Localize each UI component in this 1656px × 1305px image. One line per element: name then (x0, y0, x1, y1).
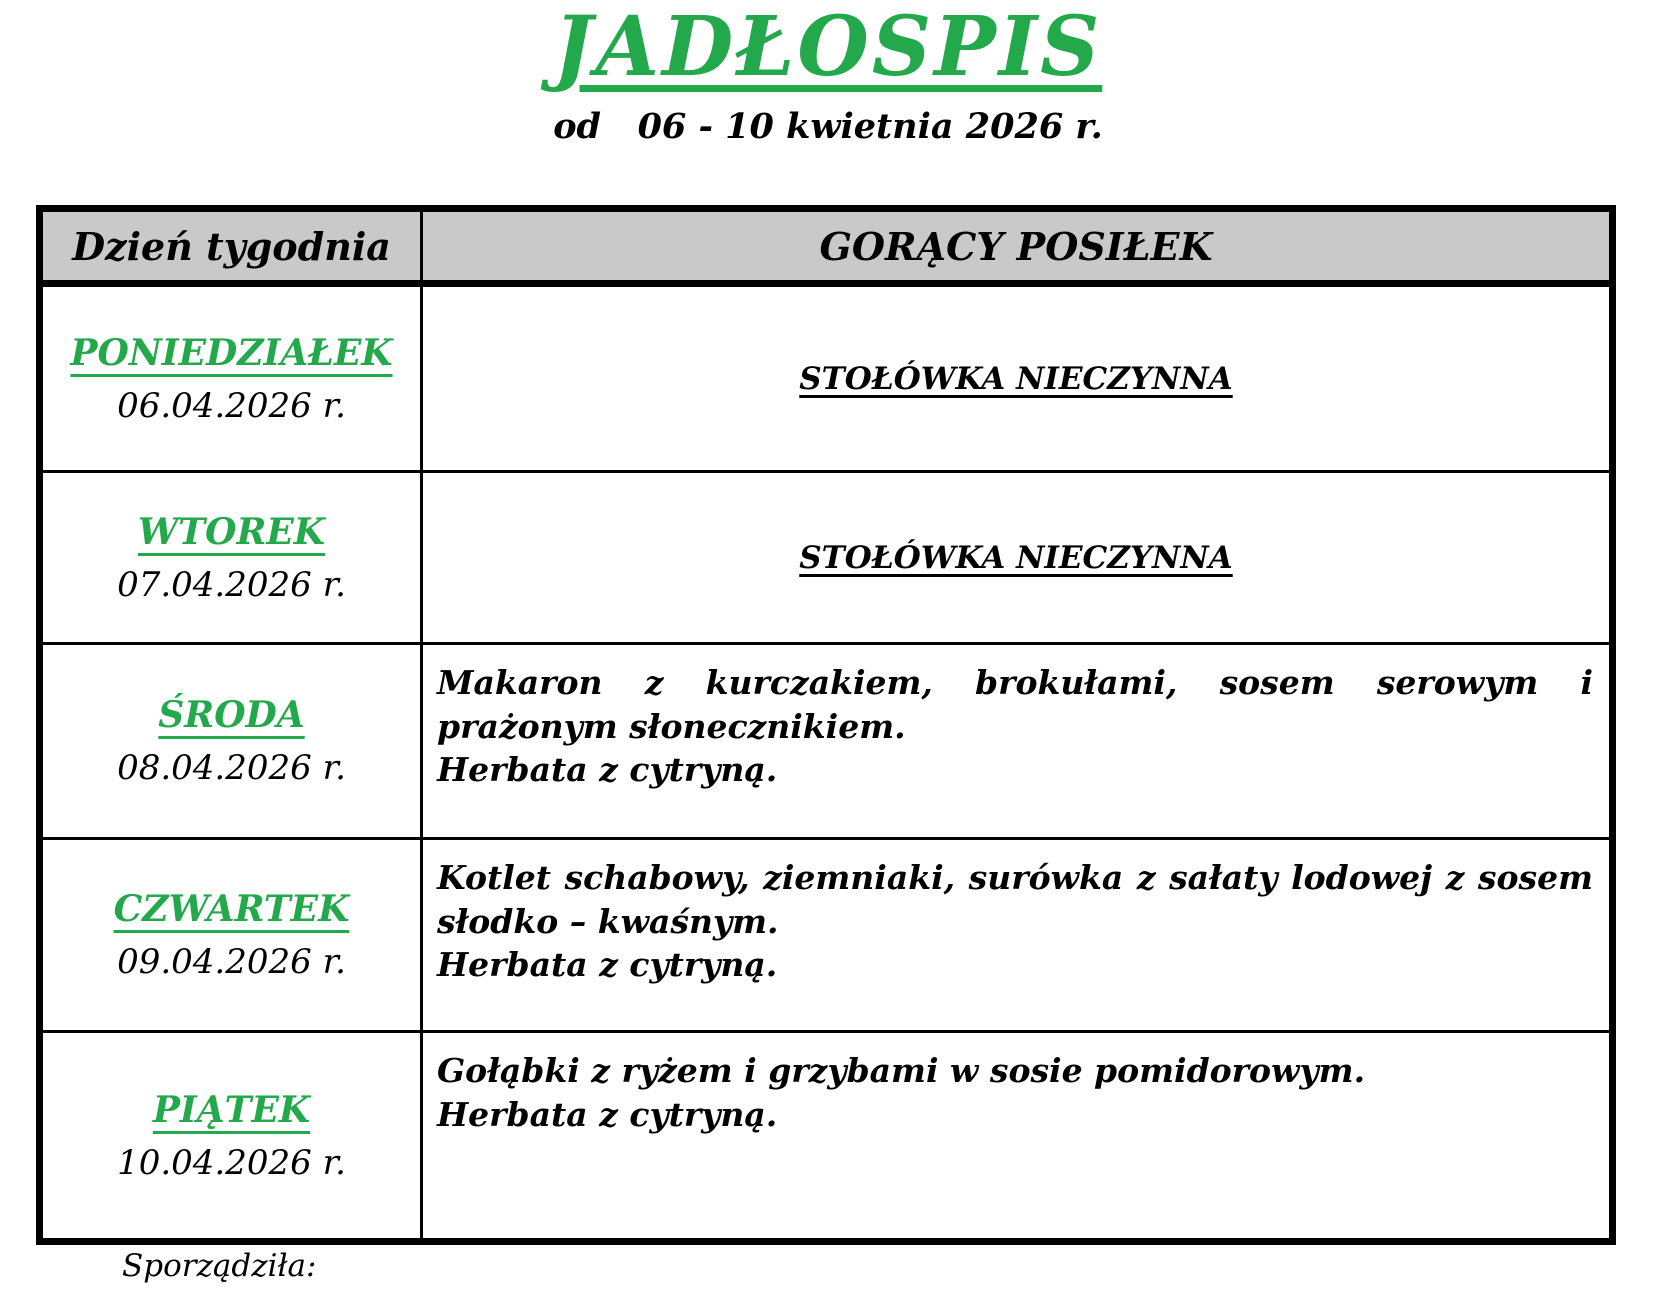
day-cell (40, 284, 422, 472)
day-date: 09.04.2026 r. (117, 942, 346, 982)
menu-table (36, 205, 1616, 1245)
meal-cell (422, 644, 1613, 839)
meal-line: Herbata z cytryną. (437, 945, 778, 985)
menu-table-header (40, 209, 1613, 284)
day-cell (40, 1032, 422, 1242)
meal-line: Gołąbki z ryżem i grzybami w sosie pomidorowym. (437, 1051, 1366, 1090)
table-row (40, 472, 1613, 644)
date-range-subtitle: od 06 - 10 kwietnia 2026 r. (553, 106, 1103, 148)
canteen-closed-label: STOŁÓWKA NIECZYNNA (799, 360, 1233, 397)
day-date: 07.04.2026 r. (117, 564, 346, 605)
meal-line: Herbata z cytryną. (437, 1094, 778, 1134)
day-date: 06.04.2026 r. (117, 385, 346, 426)
meal-cell (422, 1032, 1613, 1242)
day-name: CZWARTEK (113, 888, 350, 930)
day-name: WTOREK (137, 510, 326, 553)
meal-line: Makaron z kurczakiem, brokułami, sosem serowym i prażonym słonecznikiem. (437, 663, 1593, 746)
prepared-by-label: Sporządziła: (122, 1248, 317, 1284)
day-cell (40, 839, 422, 1032)
menu-table-rows (40, 284, 1613, 1242)
day-date: 08.04.2026 r. (117, 748, 346, 788)
meal-cell (422, 839, 1613, 1032)
meal-line: Kotlet schabowy, ziemniaki, surówka z sałaty lodowej z sosem słodko – kwaśnym. (437, 858, 1593, 941)
table-row (40, 1032, 1613, 1242)
column-header-meal: GORĄCY POSIŁEK (422, 209, 1613, 284)
meal-line: Herbata z cytryną. (437, 750, 778, 790)
canteen-closed-label: STOŁÓWKA NIECZYNNA (799, 539, 1233, 576)
day-name: ŚRODA (158, 694, 305, 736)
meal-cell-closed (422, 472, 1613, 644)
day-cell (40, 472, 422, 644)
meal-cell-closed (422, 284, 1613, 472)
day-date: 10.04.2026 r. (117, 1142, 346, 1183)
day-cell (40, 644, 422, 839)
column-header-day: Dzień tygodnia (40, 209, 422, 284)
document-header (0, 0, 1656, 147)
table-row (40, 839, 1613, 1032)
day-name: PONIEDZIAŁEK (70, 331, 393, 374)
header-row (40, 209, 1613, 284)
table-row (40, 644, 1613, 839)
page-title: JADŁOSPIS (553, 0, 1103, 95)
table-row (40, 284, 1613, 472)
day-name: PIĄTEK (152, 1088, 311, 1131)
